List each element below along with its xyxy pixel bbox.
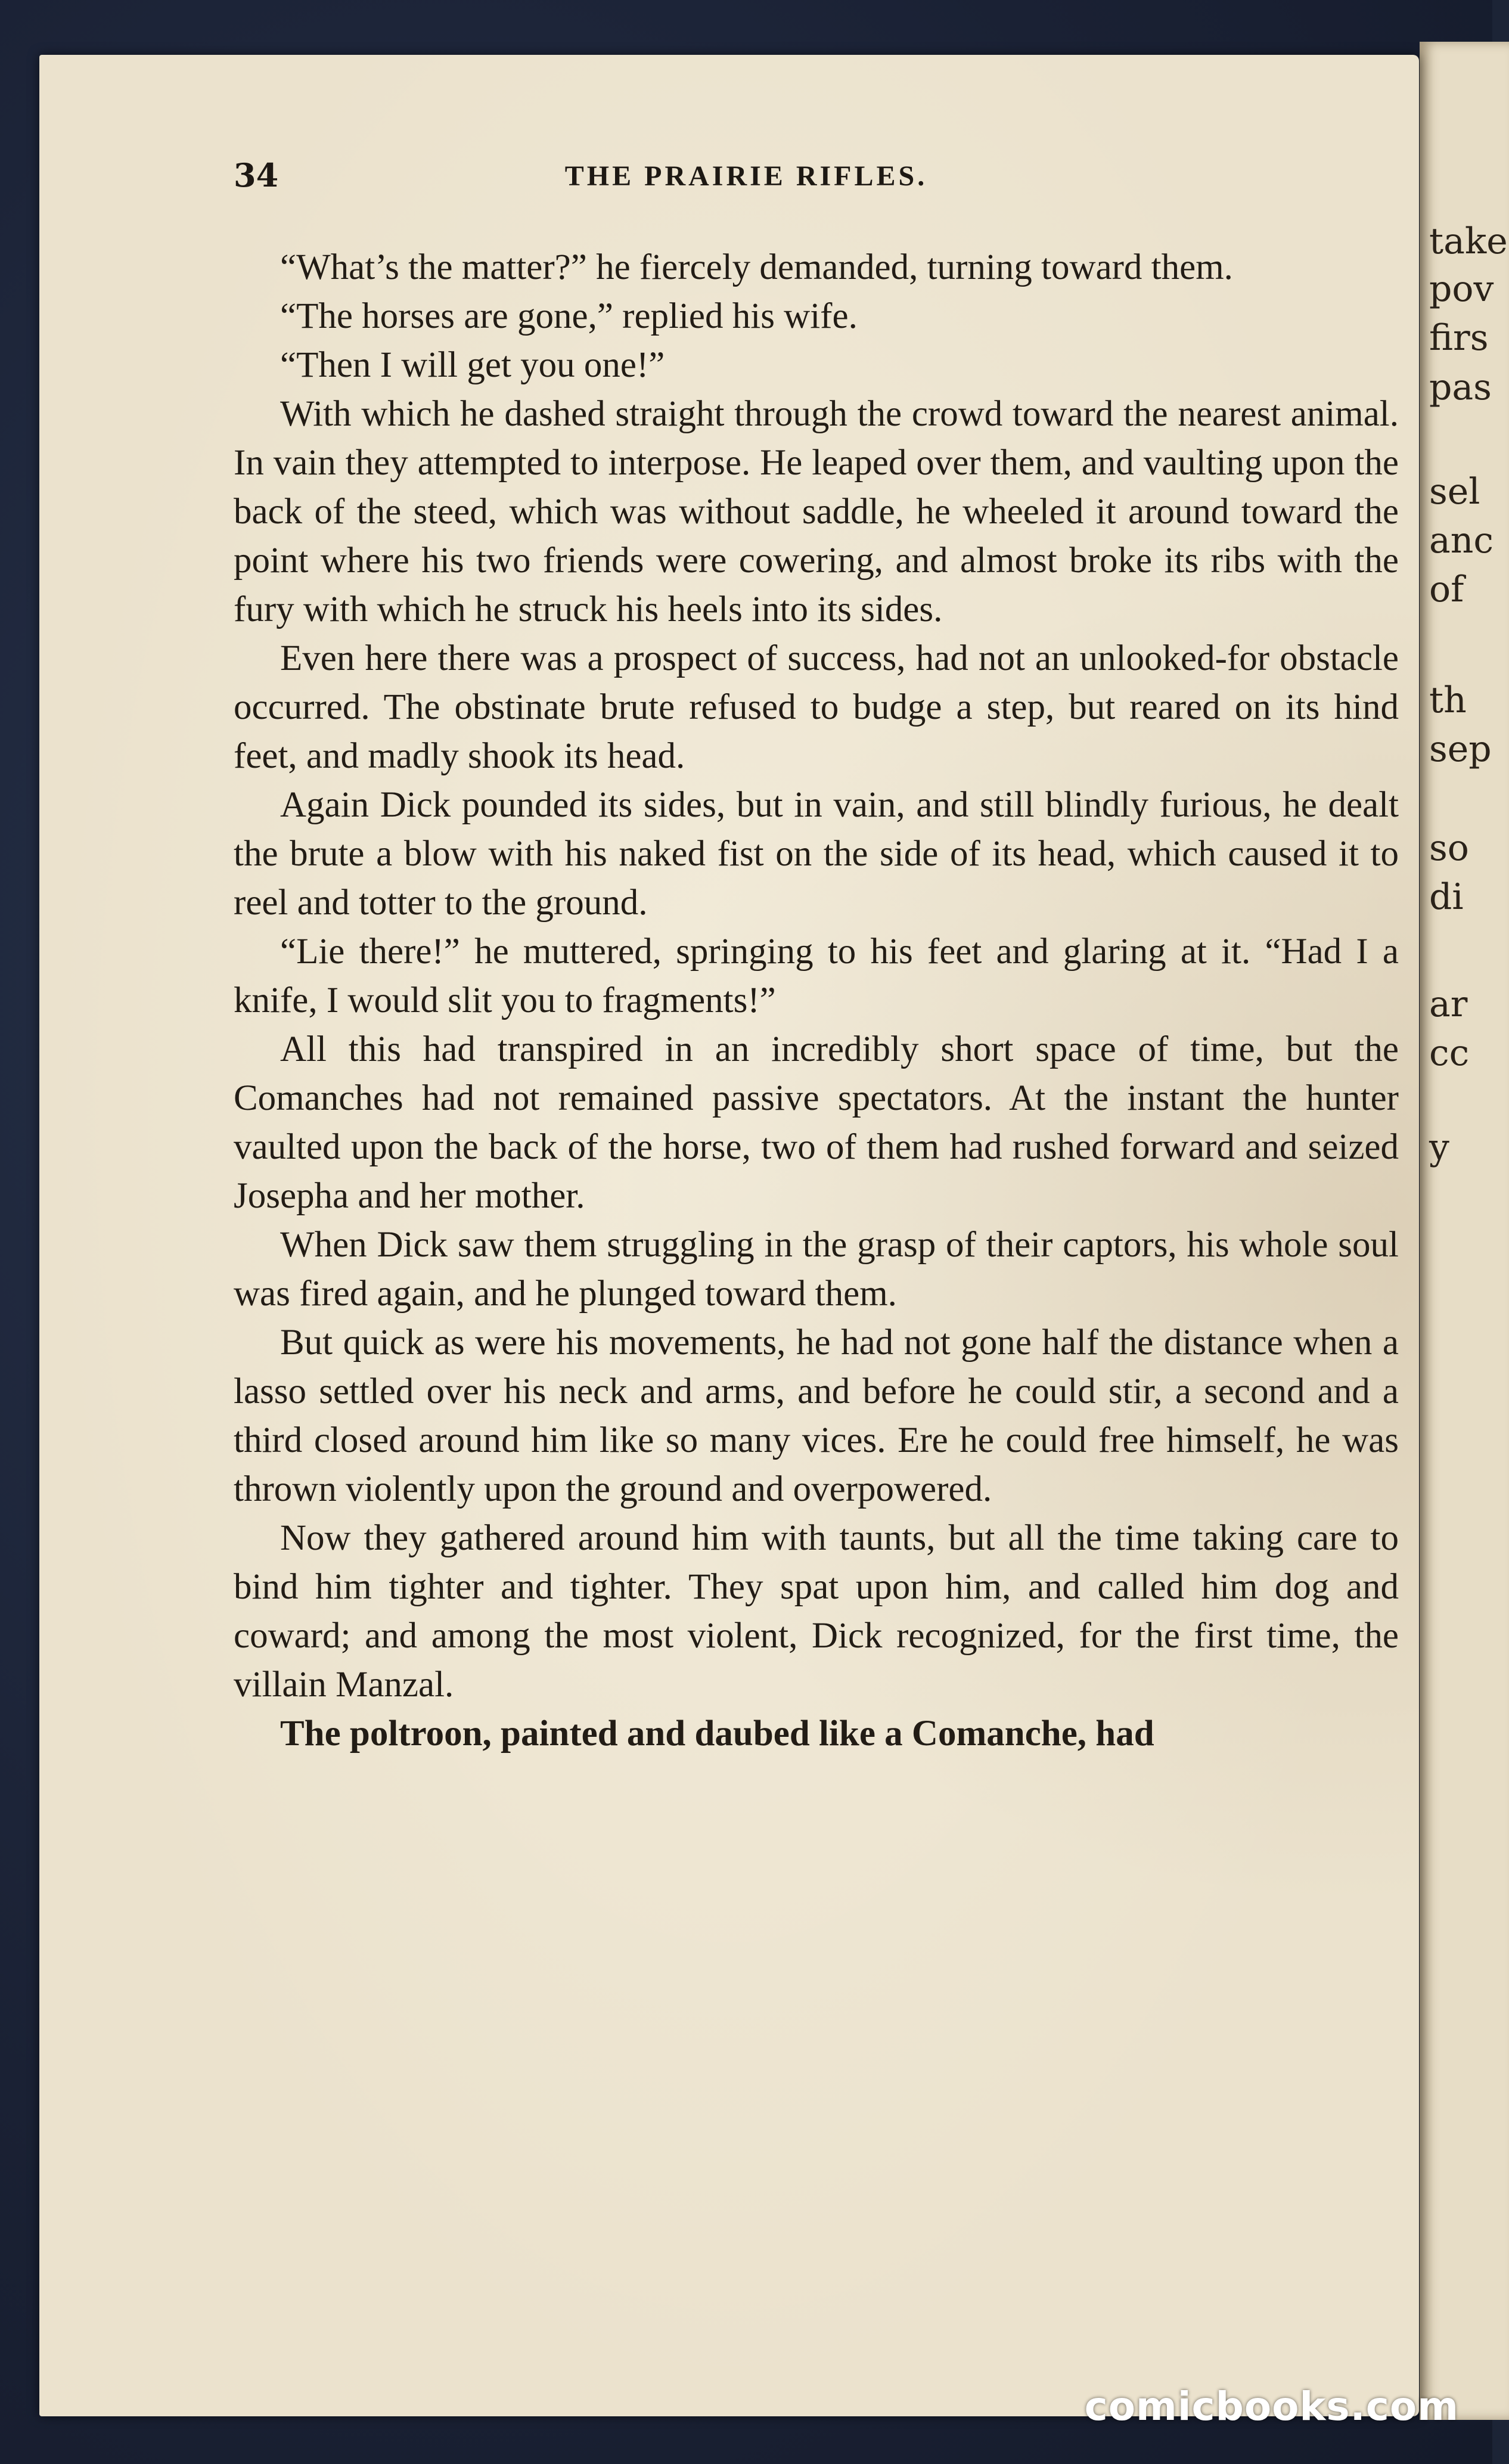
facing-page-fragment: th: [1429, 679, 1467, 721]
site-watermark: comicbooks.com: [1084, 2384, 1459, 2429]
facing-page-fragment: firs: [1429, 317, 1489, 359]
facing-page-fragment: sel: [1429, 471, 1480, 513]
facing-page-fragment: take: [1429, 221, 1508, 262]
paragraph: “What’s the matter?” he fiercely demanded, turning toward them.: [280, 247, 1233, 287]
paragraph: All this had transpired in an incredibly short space of time, but the Comanches had not remained passive spectators. At the instant the hunter vaulted upon the back of the horse, two of them had rushed forward and seized Josepha and her mother.: [234, 1029, 1399, 1216]
facing-page-fragment: y: [1429, 1127, 1449, 1168]
facing-page-fragment: pov: [1429, 268, 1494, 310]
paragraph: With which he dashed straight through the crowd toward the nearest animal. In vain they attempted to interpose. He leaped over them, and vaulting upon the back of the steed, which was without saddle, he wheeled it around toward the point where his two friends were cowering, and almost broke its ribs with the fury with which he struck his heels into its sides.: [234, 394, 1399, 629]
page-body-text: [234, 243, 1399, 1758]
paragraph: Again Dick pounded its sides, but in vain, and still blindly furious, he dealt the brute a blow with his naked fist on the side of its head, which caused it to reel and totter to the ground.: [234, 785, 1399, 923]
facing-page-fragment: of: [1429, 569, 1464, 610]
page-number: 34: [234, 156, 279, 194]
facing-page-fragment: so: [1429, 827, 1469, 869]
paragraph: “The horses are gone,” replied his wife.: [280, 296, 858, 336]
paragraph: “Lie there!” he muttered, springing to his feet and glaring at it. “Had I a knife, I would slit you to fragments!”: [234, 932, 1399, 1020]
paragraph: Now they gathered around him with taunts, but all the time taking care to bind him tighter and tighter. They spat upon him, and called him dog and coward; and among the most violent, Dick recognized, for the first time, the villain Manzal.: [234, 1518, 1399, 1705]
facing-page-fragment: anc: [1429, 520, 1494, 561]
facing-page-fragment: sep: [1429, 728, 1492, 770]
facing-page-fragment: ar: [1429, 983, 1468, 1025]
paragraph: When Dick saw them struggling in the grasp of their captors, his whole soul was fired again, and he plunged toward them.: [234, 1225, 1399, 1314]
facing-page-fragment: pas: [1429, 367, 1492, 408]
paragraph: “Then I will get you one!”: [280, 345, 665, 385]
running-head: THE PRAIRIE RIFLES.: [564, 160, 928, 192]
paragraph: The poltroon, painted and daubed like a Comanche, had: [280, 1714, 1154, 1754]
facing-page-fragment: cc: [1429, 1032, 1470, 1074]
facing-page-fragment: di: [1429, 876, 1464, 918]
facing-page-edge: [1420, 42, 1509, 2420]
paragraph: But quick as were his movements, he had not gone half the distance when a lasso settled over his neck and arms, and before he could stir, a second and a third closed around him like so many vices. Ere he could free himself, he was thrown violently upon the ground and overpowered.: [234, 1323, 1399, 1509]
paragraph: Even here there was a prospect of success, had not an unlooked-for obstacle occurred. The obstinate brute refused to budge a step, but reared on its hind feet, and madly shook its head.: [234, 638, 1399, 776]
